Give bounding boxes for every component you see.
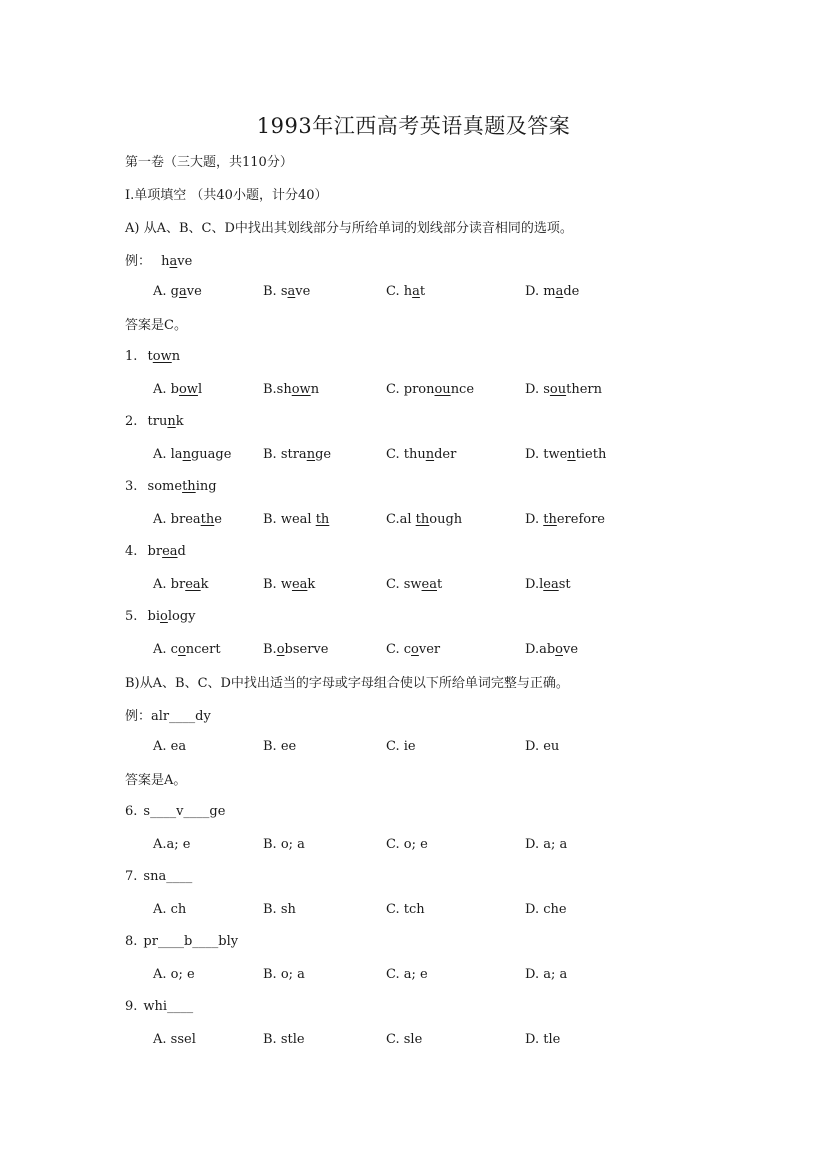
question-3-options: [0, 512, 827, 532]
option-c: C. a; e: [386, 967, 428, 982]
option-c: C. sle: [386, 1032, 423, 1047]
option-c: C. pronounce: [386, 382, 475, 397]
option-a: A. breathe: [153, 512, 222, 527]
question-9: 9. whi____: [125, 999, 194, 1014]
option-b: B. o; a: [263, 967, 305, 982]
question-7-options: [0, 902, 827, 922]
option-b: B. sh: [263, 902, 296, 917]
part-a-example: [125, 250, 192, 269]
option-a: A. gave: [153, 284, 202, 299]
option-a: A. o; e: [153, 967, 195, 982]
volume-heading: 第一卷（三大题，共110分）: [125, 155, 293, 170]
option-b: B. weak: [263, 577, 316, 592]
option-d: D. a; a: [525, 967, 568, 982]
option-a: A. concert: [153, 642, 221, 657]
option-c: C. hat: [386, 284, 426, 299]
option-c: C. tch: [386, 902, 425, 917]
question-2: 2. trunk: [125, 414, 184, 429]
option-b: B. o; a: [263, 837, 305, 852]
option-d: D. southern: [525, 382, 602, 397]
option-a: A.a; e: [153, 837, 191, 852]
question-6: 6. s____v____ge: [125, 804, 226, 819]
option-c: C. o; e: [386, 837, 428, 852]
option-b: B. save: [263, 284, 311, 299]
option-b: B. ee: [263, 739, 297, 754]
option-a: A. bowl: [153, 382, 203, 397]
example-label: 例：: [125, 254, 152, 269]
option-d: D. a; a: [525, 837, 568, 852]
question-7: 7. sna____: [125, 869, 193, 884]
question-4-options: [0, 577, 827, 597]
option-d: D. tle: [525, 1032, 561, 1047]
question-5: 5. biology: [125, 609, 196, 624]
option-d: D.above: [525, 642, 579, 657]
option-a: A. ssel: [153, 1032, 196, 1047]
option-b: B. weal th: [263, 512, 330, 527]
part-b-example: 例：alr____dy: [125, 709, 211, 724]
option-a: A. language: [153, 447, 232, 462]
option-d: D. twentieth: [525, 447, 607, 462]
example-answer: 答案是C。: [125, 318, 187, 333]
option-b: B. strange: [263, 447, 332, 462]
option-b: B. stle: [263, 1032, 305, 1047]
question-2-options: [0, 447, 827, 467]
option-d: D. made: [525, 284, 580, 299]
option-d: D. eu: [525, 739, 560, 754]
question-4: 4. bread: [125, 544, 186, 559]
example-word: have: [161, 254, 193, 269]
option-c: C. sweat: [386, 577, 443, 592]
example-options: [0, 284, 827, 304]
option-b: B.shown: [263, 382, 320, 397]
option-c: C.al though: [386, 512, 463, 527]
question-1-options: [0, 382, 827, 402]
section-heading: Ⅰ.单项填空 （共40小题，计分40）: [125, 188, 328, 203]
question-1: 1. town: [125, 349, 181, 364]
option-d: D. therefore: [525, 512, 605, 527]
part-b-example-answer: 答案是A。: [125, 773, 187, 788]
question-8: 8. pr____b____bly: [125, 934, 239, 949]
question-6-options: [0, 837, 827, 857]
option-c: C. cover: [386, 642, 441, 657]
option-a: A. ea: [153, 739, 187, 754]
part-b-example-options: [0, 739, 827, 759]
option-c: C. ie: [386, 739, 416, 754]
question-5-options: [0, 642, 827, 662]
option-d: D. che: [525, 902, 567, 917]
part-b-instruction: B)从A、B、C、D中找出适当的字母或字母组合使以下所给单词完整与正确。: [125, 676, 569, 691]
option-d: D.least: [525, 577, 571, 592]
option-c: C. thunder: [386, 447, 457, 462]
question-3: 3. something: [125, 479, 217, 494]
question-8-options: [0, 967, 827, 987]
option-a: A. ch: [153, 902, 187, 917]
option-a: A. break: [153, 577, 209, 592]
option-b: B.observe: [263, 642, 329, 657]
part-a-instruction: A) 从A、B、C、D中找出其划线部分与所给单词的划线部分读音相同的选项。: [125, 221, 573, 236]
page-title: 1993年江西高考英语真题及答案: [256, 114, 571, 138]
question-9-options: [0, 1032, 827, 1052]
